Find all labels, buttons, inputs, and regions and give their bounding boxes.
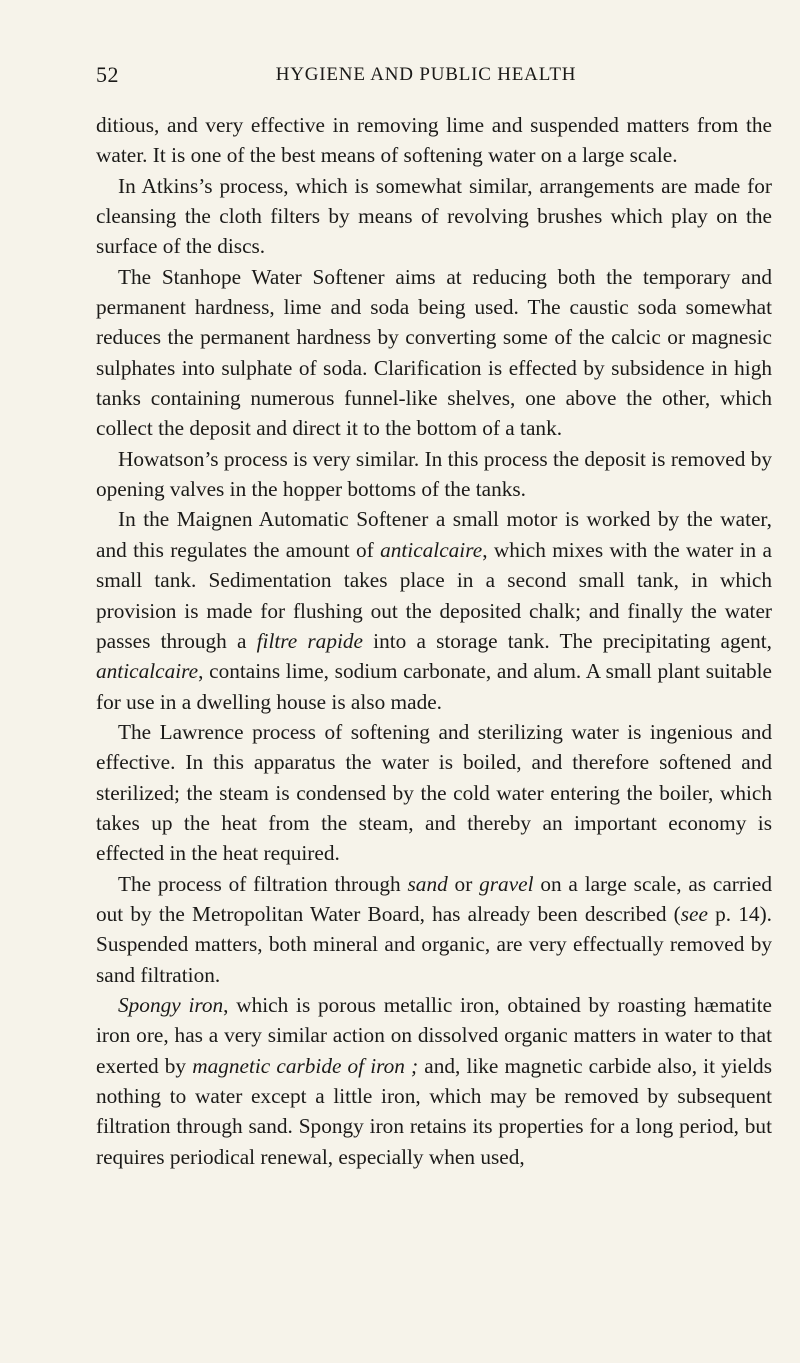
italic-term: sand: [407, 871, 448, 896]
text-run: , which mixes with the water in a small tank. Sedimentation takes place in a second small tank, in which provision is made for flushing out the deposited chalk; and finally the water passes through a: [96, 537, 772, 653]
page-header: [96, 62, 756, 96]
body-text: [96, 110, 772, 1172]
page-number: 52: [96, 62, 119, 87]
text-run: ditious, and very effective in removing lime and suspended matters from the water. It is one of the best means of softening water on a large scale.: [96, 113, 772, 168]
paragraph-spongy-iron: [96, 990, 772, 1172]
text-run: or: [447, 871, 480, 896]
italic-term: anticalcaire: [380, 537, 483, 562]
italic-term: gravel: [479, 871, 534, 896]
paragraph-lawrence-process: [96, 717, 772, 869]
text-run: , which is porous metallic iron, obtained by roasting hæmatite iron ore, has a very similar action on dissolved organic matters in water to that exerted by: [96, 992, 772, 1078]
paragraph-1: [96, 110, 772, 171]
text-run: into a storage tank. The precipitating agent,: [363, 628, 773, 653]
text-run: The process of filtration through: [118, 871, 408, 896]
paragraph-maignen-softener: [96, 504, 772, 716]
paragraph-sand-filtration: [96, 869, 772, 990]
text-run: and, like magnetic carbide also, it yields nothing to water except a little iron, which may be removed by subsequent filtration through sand. Spongy iron retains its properties for a long period, but requires periodical renewal, especially when used,: [96, 1053, 772, 1169]
italic-term: magnetic carbide of iron ;: [192, 1053, 419, 1078]
text-run: In the Maignen Automatic Softener a small motor is worked by the water, and this regulates the amount of: [96, 507, 772, 562]
italic-term: anticalcaire: [96, 659, 199, 684]
italic-term: Spongy iron: [118, 992, 224, 1017]
text-run: , contains lime, sodium carbonate, and alum. A small plant suitable for use in a dwelling house is also made.: [96, 659, 772, 714]
text-run: In Atkins’s process, which is somewhat similar, arrangements are made for cleansing the cloth filters by means of revolving brushes which play on the surface of the discs.: [96, 173, 772, 259]
running-title: HYGIENE AND PUBLIC HEALTH: [275, 64, 577, 85]
text-run: on a large scale, as carried out by the Metropolitan Water Board, has already been described (: [96, 871, 773, 926]
text-run: Howatson’s process is very similar. In this process the deposit is removed by opening valves in the hopper bottoms of the tanks.: [96, 446, 772, 502]
text-run: The Lawrence process of softening and sterilizing water is ingenious and effective. In this apparatus the water is boiled, and therefore softened and sterilized; the steam is condensed by the cold water entering the boiler, which takes up the heat from the steam, and thereby an important economy is effected in the heat required.: [96, 719, 772, 866]
italic-term: see: [680, 901, 708, 926]
text-run: The Stanhope Water Softener aims at reducing both the temporary and permanent hardness, lime and soda being used. The caustic soda somewhat reduces the permanent hardness by converting some of the calcic or magnesic sulphates into sulphate of soda. Clarification is effected by subsidence in high tanks containing numerous funnel-like shelves, one above the other, which collect the deposit and direct it to the bottom of a tank.: [96, 264, 772, 441]
paragraph-howatson-process: [96, 444, 772, 505]
text-run: p. 14). Suspended matters, both mineral and organic, are very effectually removed by sand filtration.: [96, 901, 772, 987]
italic-term: filtre rapide: [256, 628, 363, 653]
paragraph-atkins-process: [96, 171, 772, 262]
paragraph-stanhope-softener: [96, 262, 772, 444]
